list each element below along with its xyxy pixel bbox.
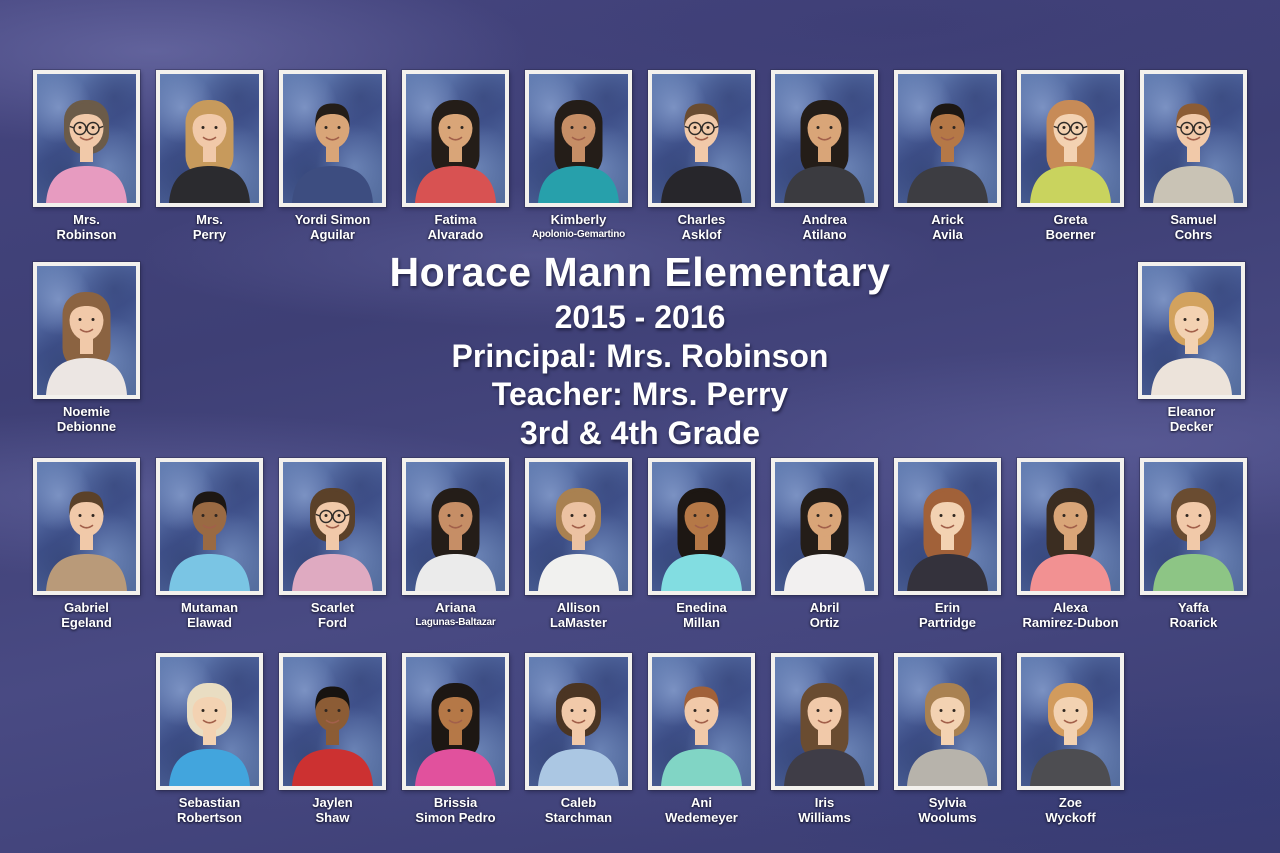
title-block [0,246,1280,452]
last-name: Lagunas-Baltazar [415,617,496,628]
portrait-photo [648,653,755,790]
last-name: Ortiz [809,615,840,630]
last-name: Millan [683,615,720,630]
school-year: 2015 - 2016 [554,299,726,335]
last-name: Simon Pedro [415,810,496,825]
middle-right-portrait [1138,262,1245,434]
portrait-name-label [810,600,840,630]
last-name: Williams [798,810,851,825]
person-illustration [160,462,259,591]
portrait-name-label [532,212,625,242]
portrait-photo [894,653,1001,790]
person-illustration [529,462,628,591]
last-name: Wyckoff [1045,810,1096,825]
portrait-cell [525,458,632,630]
last-name: Robinson [56,227,117,242]
first-name: Abril [809,600,840,615]
last-name: Boerner [1045,227,1096,242]
portrait-photo [894,458,1001,595]
person-illustration [652,657,751,786]
portrait-name-label [802,212,847,242]
portrait-cell [279,458,386,630]
last-name: Decker [1169,419,1214,434]
first-name: Sylvia [928,795,967,810]
first-name: Eleanor [1167,404,1216,419]
first-name: Kimberly [550,212,607,227]
person-illustration [1144,462,1243,591]
portrait-photo [279,653,386,790]
person-illustration [529,657,628,786]
last-name: Atilano [802,227,847,242]
person-illustration [775,74,874,203]
first-name: Ariana [435,600,476,615]
portrait-photo [33,70,140,207]
portrait-name-label [931,212,964,242]
first-name: Yordi Simon [294,212,371,227]
portrait-name-label [177,795,242,825]
portrait-cell [648,653,755,825]
last-name: Apolonio-Gemartino [531,229,626,240]
portrait-photo [33,262,140,399]
top-portrait-row [0,70,1280,242]
first-name: Mrs. [196,212,223,227]
person-illustration [37,462,136,591]
portrait-photo [156,70,263,207]
portrait-name-label [1045,795,1095,825]
person-illustration [1021,74,1120,203]
first-name: Samuel [1170,212,1217,227]
portrait-cell [525,653,632,825]
first-name: Mutaman [180,600,239,615]
portrait-cell [33,262,140,434]
school-name: Horace Mann Elementary [389,249,891,295]
last-name: Elawad [187,615,232,630]
portrait-name-label [1168,404,1216,434]
portrait-cell [156,653,263,825]
first-name: Ani [691,795,712,810]
portrait-photo [402,458,509,595]
portrait-cell [33,458,140,630]
portrait-photo [1140,70,1247,207]
portrait-name-label [678,212,726,242]
portrait-name-label [57,404,116,434]
person-illustration [283,74,382,203]
person-illustration [775,462,874,591]
person-illustration [1021,657,1120,786]
last-name: Perry [192,227,227,242]
first-name: Zoe [1058,795,1083,810]
portrait-name-label [550,600,607,630]
first-name: Brissia [433,795,478,810]
last-name: Avila [932,227,963,242]
portrait-photo [525,653,632,790]
person-illustration [37,74,136,203]
middle-left-portrait [33,262,140,434]
portrait-photo [771,653,878,790]
portrait-name-label [1046,212,1096,242]
person-illustration [37,266,136,395]
last-name: Debionne [56,419,117,434]
person-illustration [1142,266,1241,395]
person-illustration [898,657,997,786]
first-name: Noemie [63,404,110,419]
portrait-cell [1017,458,1124,630]
last-name: Alvarado [427,227,484,242]
portrait-cell [894,70,1001,242]
last-name: LaMaster [549,615,608,630]
person-illustration [283,657,382,786]
person-illustration [1144,74,1243,203]
portrait-photo [1017,653,1124,790]
person-illustration [529,74,628,203]
portrait-cell [771,70,878,242]
first-name: Arick [931,212,964,227]
portrait-cell [1140,458,1247,630]
last-name: Asklof [681,227,722,242]
portrait-name-label [798,795,851,825]
first-name: Gabriel [64,600,109,615]
last-name: Egeland [61,615,112,630]
portrait-name-label [61,600,112,630]
person-illustration [1021,462,1120,591]
first-name: Caleb [560,795,597,810]
portrait-name-label [1170,600,1218,630]
portrait-name-label [295,212,371,242]
last-name: Woolums [918,810,977,825]
last-name: Starchman [544,810,613,825]
portrait-cell [771,653,878,825]
portrait-name-label [57,212,117,242]
portrait-photo [894,70,1001,207]
portrait-photo [648,458,755,595]
portrait-name-label [415,795,495,825]
portrait-cell [1017,653,1124,825]
first-name: Scarlet [310,600,355,615]
portrait-photo [525,458,632,595]
bottom-portrait-row [0,653,1280,825]
first-name: Jaylen [312,795,353,810]
portrait-cell [402,458,509,630]
portrait-photo [279,458,386,595]
person-illustration [283,462,382,591]
last-name: Wedemeyer [665,810,738,825]
portrait-name-label [1170,212,1216,242]
portrait-cell [1138,262,1245,434]
person-illustration [406,657,505,786]
last-name: Robertson [177,810,242,825]
person-illustration [898,74,997,203]
person-illustration [160,657,259,786]
first-name: Alexa [1053,600,1088,615]
first-name: Greta [1053,212,1088,227]
portrait-cell [156,458,263,630]
first-name: Enedina [676,600,727,615]
last-name: Cohrs [1174,227,1213,242]
portrait-photo [156,653,263,790]
first-name: Fatima [434,212,477,227]
portrait-photo [402,70,509,207]
portrait-photo [402,653,509,790]
last-name: Ramirez-Dubon [1022,615,1119,630]
last-name: Partridge [918,615,977,630]
portrait-photo [156,458,263,595]
principal-line: Principal: Mrs. Robinson [451,337,829,374]
portrait-photo [1140,458,1247,595]
teacher-line: Teacher: Mrs. Perry [491,376,789,412]
portrait-name-label [676,600,727,630]
portrait-cell [279,70,386,242]
first-name: Yaffa [1177,600,1210,615]
second-portrait-row [0,458,1280,630]
person-illustration [406,462,505,591]
person-illustration [406,74,505,203]
portrait-cell [1140,70,1247,242]
portrait-name-label [415,600,495,630]
portrait-name-label [665,795,738,825]
portrait-cell [402,653,509,825]
portrait-name-label [181,600,238,630]
portrait-photo [279,70,386,207]
portrait-photo [33,458,140,595]
portrait-cell [156,70,263,242]
first-name: Andrea [802,212,847,227]
portrait-cell [33,70,140,242]
portrait-photo [1017,70,1124,207]
portrait-name-label [1022,600,1118,630]
portrait-name-label [428,212,484,242]
person-illustration [652,74,751,203]
portrait-cell [525,70,632,242]
person-illustration [652,462,751,591]
portrait-photo [771,70,878,207]
last-name: Roarick [1169,615,1218,630]
portrait-cell [648,70,755,242]
portrait-name-label [919,600,976,630]
portrait-name-label [193,212,226,242]
portrait-cell [894,653,1001,825]
portrait-cell [894,458,1001,630]
last-name: Aguilar [310,227,355,242]
portrait-name-label [312,795,352,825]
portrait-cell [648,458,755,630]
first-name: Erin [934,600,961,615]
portrait-name-label [311,600,354,630]
portrait-photo [525,70,632,207]
portrait-name-label [545,795,612,825]
person-illustration [898,462,997,591]
portrait-cell [771,458,878,630]
last-name: Ford [318,615,347,630]
person-illustration [160,74,259,203]
portrait-photo [771,458,878,595]
first-name: Mrs. [73,212,100,227]
portrait-photo [1017,458,1124,595]
portrait-name-label [918,795,976,825]
portrait-cell [402,70,509,242]
portrait-cell [1017,70,1124,242]
portrait-cell [279,653,386,825]
portrait-photo [648,70,755,207]
grade-line: 3rd & 4th Grade [519,414,761,451]
portrait-photo [1138,262,1245,399]
first-name: Charles [677,212,726,227]
last-name: Shaw [315,810,350,825]
first-name: Iris [814,795,835,810]
first-name: Allison [556,600,601,615]
first-name: Sebastian [178,795,241,810]
person-illustration [775,657,874,786]
